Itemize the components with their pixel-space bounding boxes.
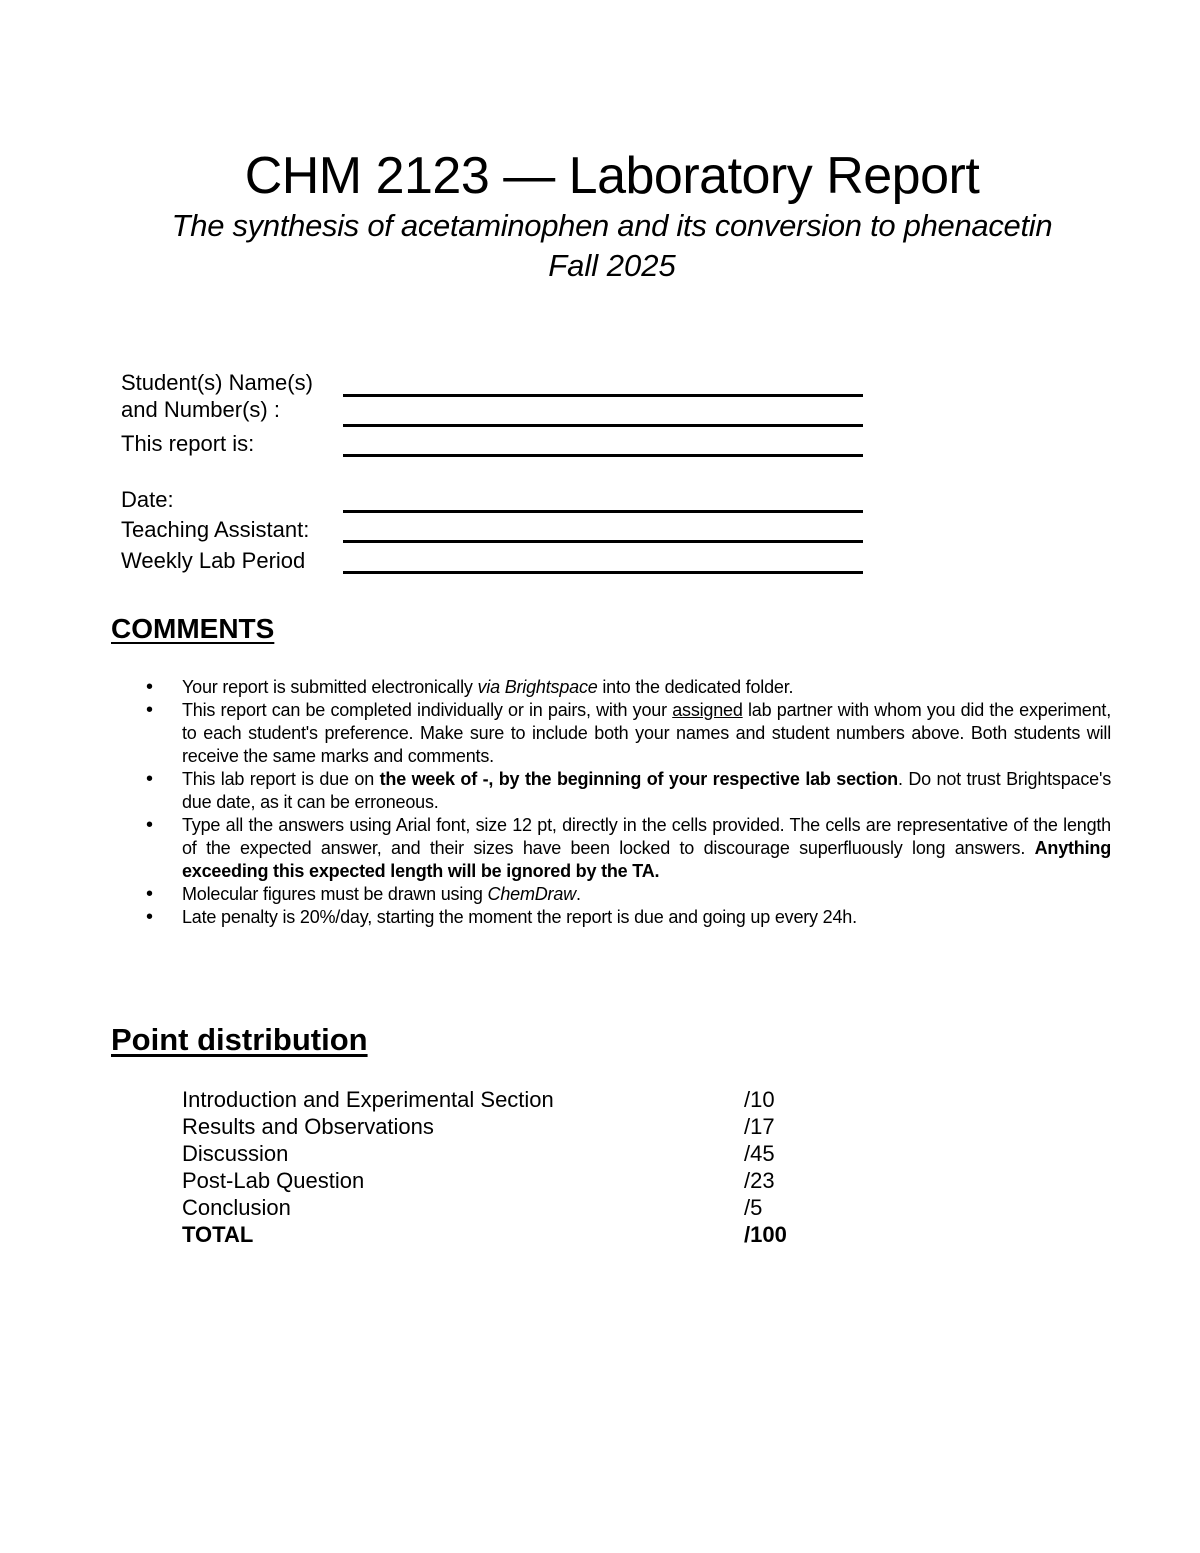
- student-names-label-line2: and Number(s) :: [121, 397, 280, 422]
- point-row-introduction: Introduction and Experimental Section /10: [182, 1087, 775, 1112]
- date-label: Date:: [121, 487, 174, 512]
- comment-item-late-penalty: • Late penalty is 20%/day, starting the moment the report is due and going up every 24h.: [146, 906, 1111, 929]
- ta-label: Teaching Assistant:: [121, 517, 310, 542]
- comments-list: [146, 676, 1111, 929]
- report-is-field-line2[interactable]: [343, 454, 863, 457]
- point-distribution-heading: Point distribution: [111, 1022, 368, 1057]
- page-subtitle: The synthesis of acetaminophen and its conversion to phenacetin: [171, 208, 1053, 243]
- point-row-post-lab: Post-Lab Question /23: [182, 1168, 775, 1193]
- term-label: Fall 2025: [548, 248, 676, 283]
- lab-period-field[interactable]: [343, 571, 863, 574]
- lab-period-label: Weekly Lab Period: [121, 548, 306, 573]
- report-is-label: This report is:: [121, 431, 255, 456]
- point-distribution-table: [182, 1086, 822, 1248]
- point-row-conclusion: Conclusion /5: [182, 1195, 763, 1220]
- student-names-field[interactable]: [343, 394, 863, 397]
- report-is-field-line1[interactable]: [343, 424, 863, 427]
- comment-item-submission: • Your report is submitted electronically via Brightspace into the dedicated folder.: [146, 676, 1111, 699]
- comments-heading: COMMENTS: [111, 613, 275, 644]
- date-field[interactable]: [343, 510, 863, 513]
- student-names-label-line1: Student(s) Name(s): [121, 370, 313, 395]
- point-row-total: TOTAL /100: [182, 1222, 787, 1247]
- page-title: CHM 2123 — Laboratory Report: [244, 147, 980, 205]
- point-row-discussion: Discussion /45: [182, 1141, 775, 1166]
- point-row-results: Results and Observations /17: [182, 1114, 775, 1139]
- comment-item-chemdraw: • Molecular figures must be drawn using ChemDraw.: [146, 883, 1111, 906]
- comment-item-partners: • This report can be completed individually or in pairs, with your assigned lab partner with whom you did the experiment, to each student's preference. Make sure to include both your names and student numbers above. Both students will receive the same marks and comments.: [146, 699, 1111, 768]
- comment-item-due-date: • This lab report is due on the week of -, by the beginning of your respective lab section. Do not trust Brightspace's due date, as it can be erroneous.: [146, 768, 1111, 814]
- ta-field[interactable]: [343, 540, 863, 543]
- comment-item-formatting: • Type all the answers using Arial font, size 12 pt, directly in the cells provided. The cells are representative of the length of the expected answer, and their sizes have been locked to discourage superfluously long answers. Anything exceeding this expected length will be ignored by the TA.: [146, 814, 1111, 883]
